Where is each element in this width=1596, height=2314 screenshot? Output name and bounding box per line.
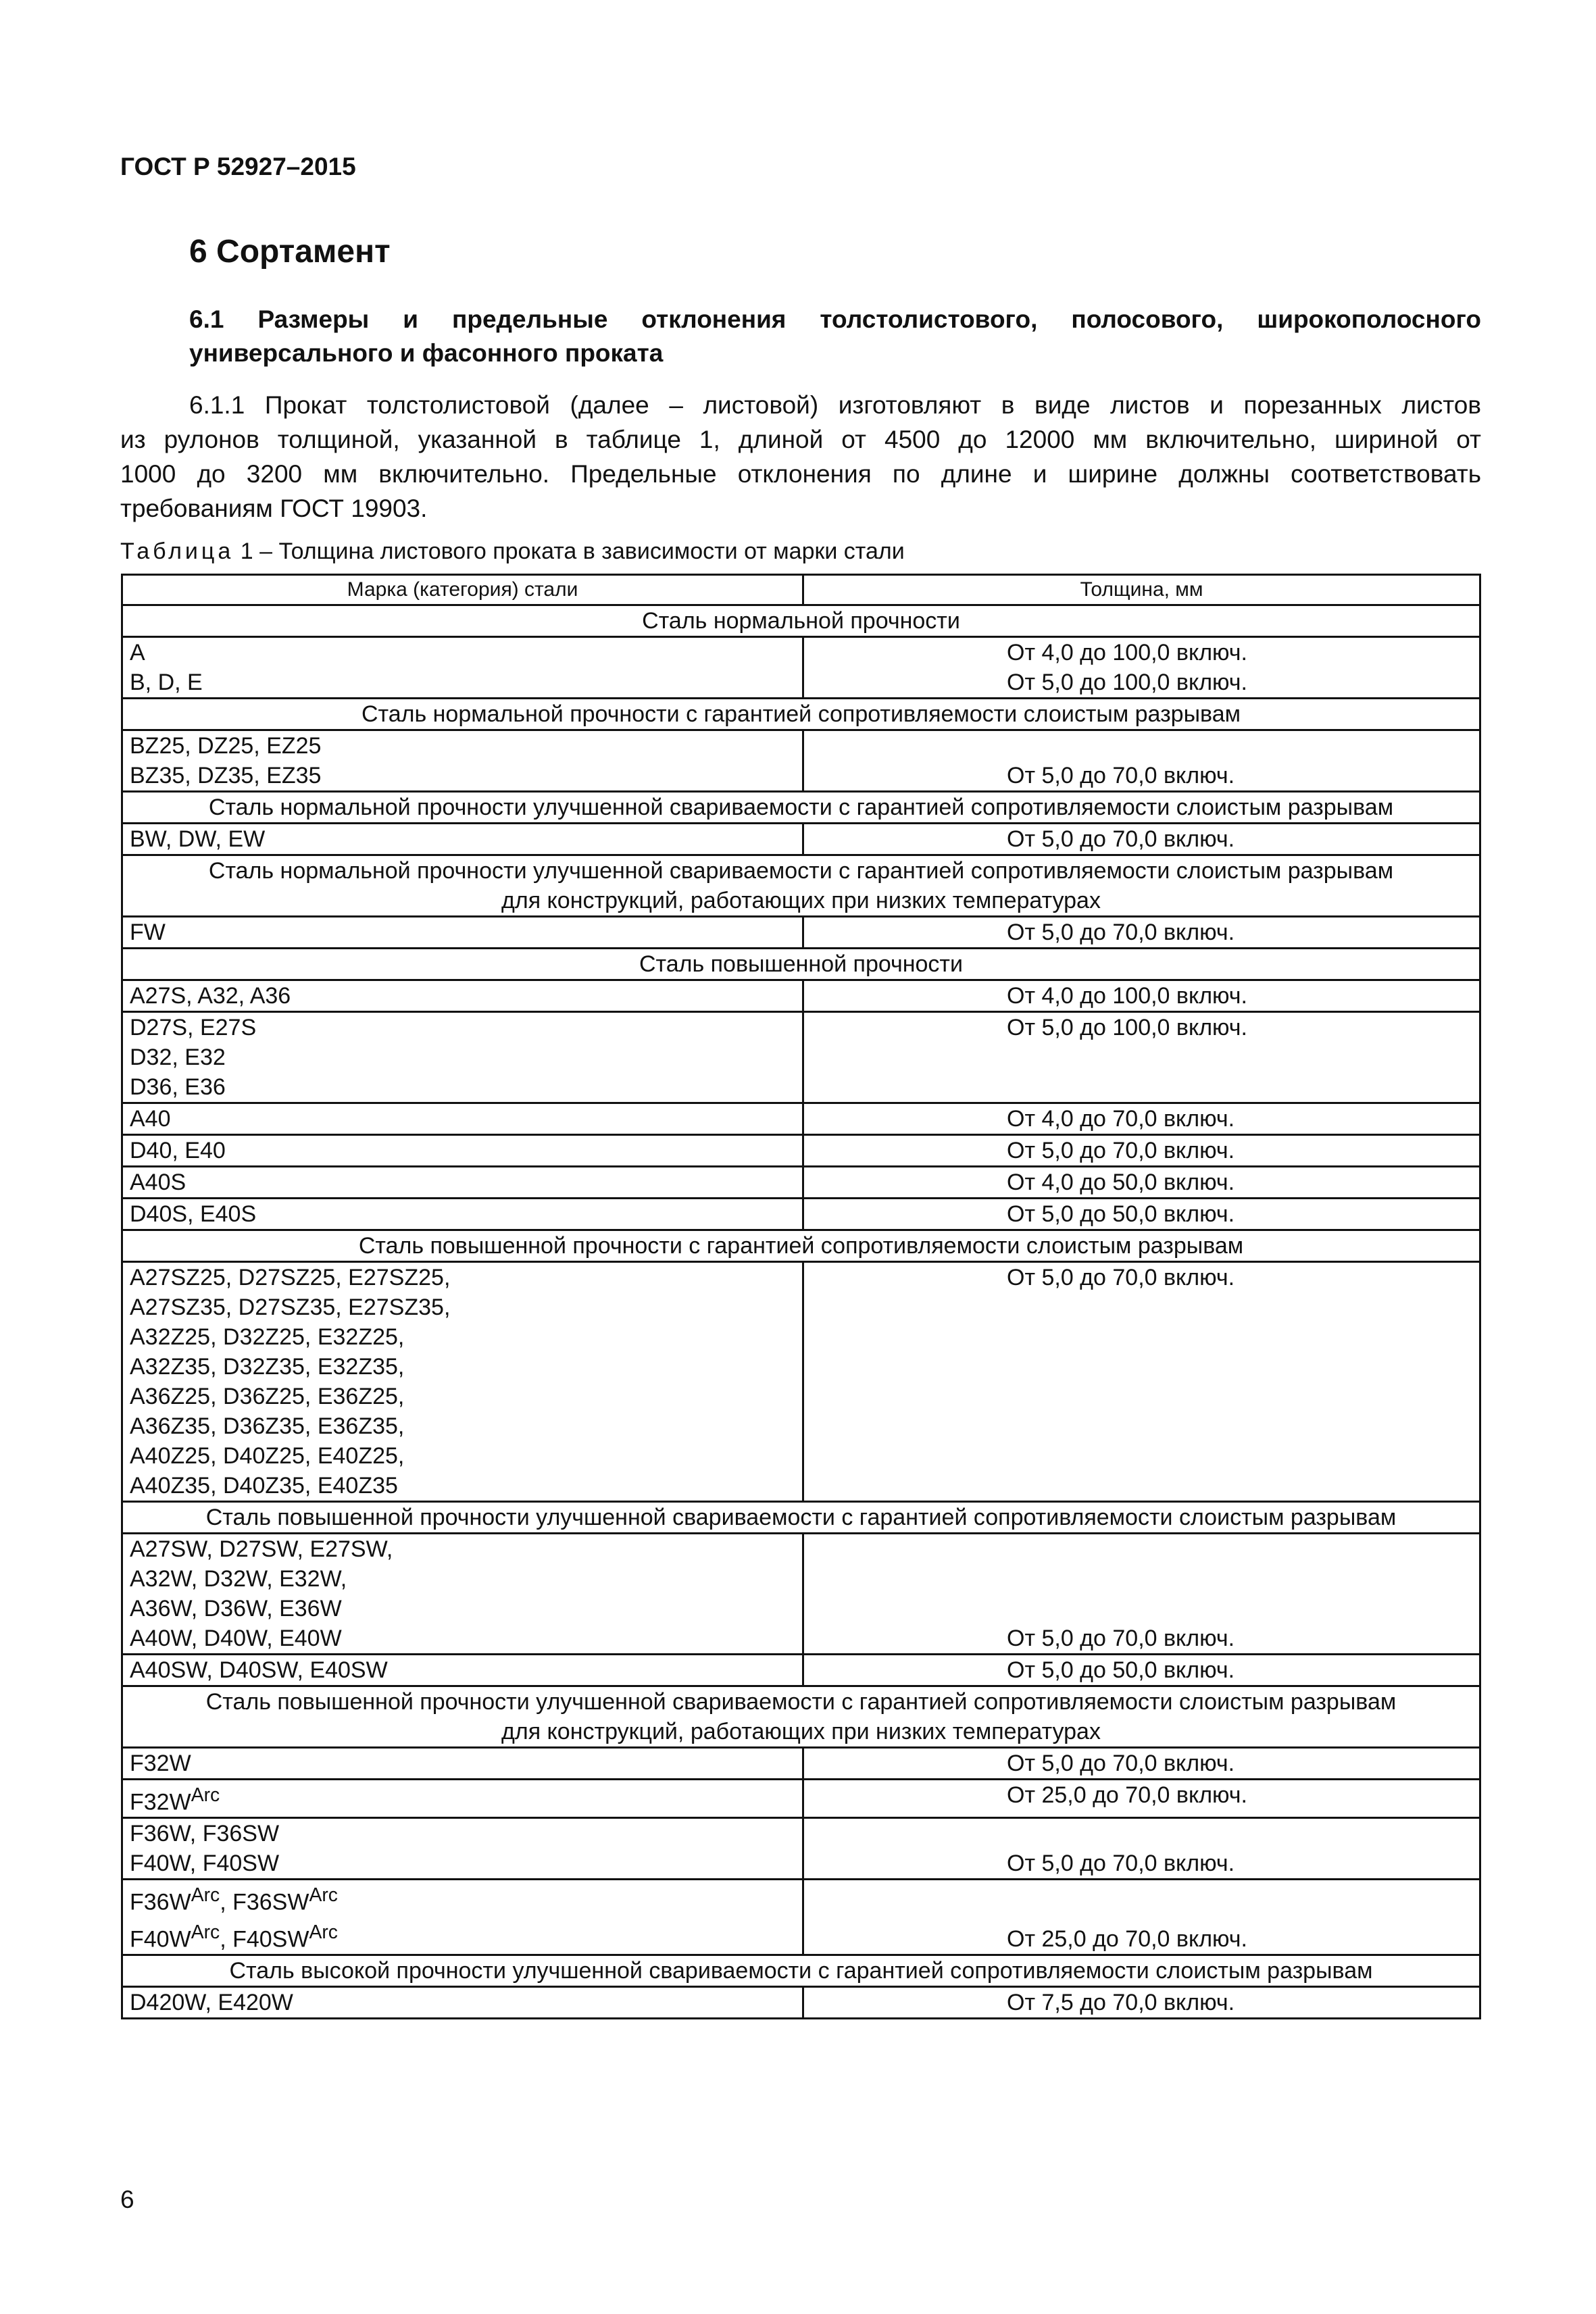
grade-line: BZ35, DZ35, EZ35 [130, 763, 322, 788]
grade-line [130, 1880, 795, 1917]
table-row [122, 1262, 1480, 1502]
grade-text: , F40SW [220, 1926, 309, 1952]
grade-cell: A40SW, D40SW, E40SW [122, 1655, 803, 1686]
group-row [122, 855, 1480, 917]
grade-line: A40Z35, D40Z35, E40Z35 [130, 1473, 398, 1499]
table-row [122, 1534, 1480, 1655]
table-row [122, 1986, 1480, 2018]
paragraph-line: из рулонов толщиной, указанной в таблице 1, длиной от 4500 до 12000 мм включительно, шириной от [120, 426, 1481, 453]
thickness-cell [803, 637, 1480, 699]
thickness-cell: От 5,0 до 50,0 включ. [803, 1199, 1480, 1230]
grade-line: A32W, D32W, E32W, [130, 1566, 347, 1592]
thickness-cell: От 5,0 до 70,0 включ. [803, 1748, 1480, 1780]
group-heading-line: Сталь повышенной прочности улучшенной свариваемости с гарантией сопротивляемости слоистым разрывам [205, 1689, 1397, 1715]
grade-line: A40Z25, D40Z25, E40Z25, [130, 1443, 405, 1469]
grade-text: F40W [130, 1926, 191, 1952]
thickness-cell: От 5,0 до 70,0 включ. [803, 1534, 1480, 1655]
grade-line: D27S, E27S [130, 1015, 257, 1040]
section-title: 6 Сортамент [189, 234, 391, 270]
grade-cell [122, 637, 803, 699]
table-caption-label: Таблица [120, 538, 234, 564]
group-row [122, 1230, 1480, 1262]
group-heading [122, 855, 1480, 917]
page-number: 6 [120, 2186, 134, 2213]
table-header-row [122, 575, 1480, 605]
paragraph-line: требованиям ГОСТ 19903. [120, 495, 428, 522]
thickness-cell: От 4,0 до 100,0 включ. [803, 980, 1480, 1012]
table-row [122, 1012, 1480, 1103]
thickness-cell: От 5,0 до 70,0 включ. [803, 1135, 1480, 1167]
subsection-title [189, 303, 1481, 370]
grade-cell: F32W [122, 1748, 803, 1780]
grade-cell [122, 730, 803, 792]
thickness-cell: От 5,0 до 70,0 включ. [803, 1818, 1480, 1880]
thickness-cell: От 25,0 до 70,0 включ. [803, 1780, 1480, 1818]
table-row [122, 1880, 1480, 1955]
grade-cell: D40, E40 [122, 1135, 803, 1167]
grade-line: B, D, E [130, 670, 203, 695]
arc-superscript: Arc [309, 1921, 338, 1943]
grade-line: A32Z25, D32Z25, E32Z25, [130, 1324, 405, 1350]
thickness-cell: От 5,0 до 70,0 включ. [803, 730, 1480, 792]
arc-superscript: Arc [191, 1784, 220, 1806]
grade-line: A36Z25, D36Z25, E36Z25, [130, 1384, 405, 1409]
grade-line: D36, E36 [130, 1074, 226, 1100]
arc-superscript: Arc [191, 1921, 220, 1943]
paragraph-line: 1000 до 3200 мм включительно. Предельные отклонения по длине и ширине должны соответствовать [120, 460, 1481, 488]
thickness-cell: От 7,5 до 70,0 включ. [803, 1986, 1480, 2018]
group-heading-line: Сталь нормальной прочности улучшенной свариваемости с гарантией сопротивляемости слоистым разрывам [208, 858, 1394, 884]
grade-cell [122, 1534, 803, 1655]
grade-line [130, 1917, 795, 1954]
table-row [122, 824, 1480, 855]
group-row [122, 1955, 1480, 1986]
thickness-cell: От 4,0 до 50,0 включ. [803, 1167, 1480, 1199]
grade-cell: A27S, A32, A36 [122, 980, 803, 1012]
group-heading [122, 1686, 1480, 1748]
paragraph-line: 6.1.1 Прокат толстолистовой (далее – листовой) изготовляют в виде листов и порезанных листов [189, 391, 1481, 419]
table-row [122, 1655, 1480, 1686]
paragraph-6-1-1 [120, 388, 1481, 526]
grade-cell: FW [122, 917, 803, 949]
group-row [122, 1686, 1480, 1748]
table-caption [120, 538, 905, 565]
group-heading: Сталь нормальной прочности улучшенной свариваемости с гарантией сопротивляемости слоистым разрывам [122, 792, 1480, 824]
grade-line: A [130, 640, 145, 665]
thickness-cell: От 5,0 до 70,0 включ. [803, 917, 1480, 949]
grade-cell [122, 1012, 803, 1103]
column-header: Марка (категория) стали [122, 575, 803, 605]
thickness-cell: От 5,0 до 70,0 включ. [803, 1262, 1480, 1502]
grade-cell: BW, DW, EW [122, 824, 803, 855]
grade-line: A40W, D40W, E40W [130, 1626, 342, 1651]
thickness-cell: От 5,0 до 70,0 включ. [803, 824, 1480, 855]
group-heading: Сталь нормальной прочности с гарантией сопротивляемости слоистым разрывам [122, 699, 1480, 730]
table-row [122, 730, 1480, 792]
grade-cell: A40S [122, 1167, 803, 1199]
grade-line: A27SZ25, D27SZ25, E27SZ25, [130, 1265, 451, 1290]
grade-cell: D420W, E420W [122, 1986, 803, 2018]
subsection-title-line: 6.1 Размеры и предельные отклонения толстолистового, полосового, широкополосного [189, 305, 1481, 333]
group-row [122, 1502, 1480, 1534]
thickness-cell: От 5,0 до 100,0 включ. [803, 1012, 1480, 1103]
thickness-cell: От 4,0 до 70,0 включ. [803, 1103, 1480, 1135]
grade-line: BZ25, DZ25, EZ25 [130, 733, 322, 759]
grade-cell [122, 1818, 803, 1880]
steel-thickness-table [121, 574, 1481, 2019]
group-heading: Сталь нормальной прочности [122, 605, 1480, 637]
thickness-line: От 4,0 до 100,0 включ. [1007, 640, 1247, 665]
subsection-title-line: универсального и фасонного проката [189, 339, 664, 367]
table-row [122, 1135, 1480, 1167]
table-row [122, 1103, 1480, 1135]
table-row [122, 1199, 1480, 1230]
group-row [122, 605, 1480, 637]
grade-line: A32Z35, D32Z35, E32Z35, [130, 1354, 405, 1380]
grade-line: A27SZ35, D27SZ35, E27SZ35, [130, 1294, 451, 1320]
grade-text: F36W [130, 1889, 191, 1915]
group-heading: Сталь повышенной прочности с гарантией сопротивляемости слоистым разрывам [122, 1230, 1480, 1262]
thickness-line: От 5,0 до 100,0 включ. [1007, 670, 1247, 695]
table-row [122, 917, 1480, 949]
group-heading: Сталь повышенной прочности улучшенной свариваемости с гарантией сопротивляемости слоистым разрывам [122, 1502, 1480, 1534]
arc-superscript: Arc [191, 1884, 220, 1907]
group-heading-line: для конструкций, работающих при низких температурах [501, 1719, 1101, 1744]
group-row [122, 792, 1480, 824]
table-row [122, 980, 1480, 1012]
group-row [122, 699, 1480, 730]
grade-line: A36W, D36W, E36W [130, 1596, 342, 1621]
group-heading: Сталь высокой прочности улучшенной свариваемости с гарантией сопротивляемости слоистым разрывам [122, 1955, 1480, 1986]
grade-cell [122, 1880, 803, 1955]
table-row [122, 1748, 1480, 1780]
grade-cell [122, 1262, 803, 1502]
thickness-cell: От 5,0 до 50,0 включ. [803, 1655, 1480, 1686]
document-code: ГОСТ Р 52927–2015 [120, 153, 356, 180]
grade-text: F32W [130, 1789, 191, 1815]
group-row [122, 949, 1480, 980]
grade-line: A36Z35, D36Z35, E36Z35, [130, 1413, 405, 1439]
table-row [122, 1167, 1480, 1199]
grade-cell [122, 1780, 803, 1818]
group-heading-line: для конструкций, работающих при низких температурах [501, 888, 1101, 913]
group-heading: Сталь повышенной прочности [122, 949, 1480, 980]
grade-line: A27SW, D27SW, E27SW, [130, 1536, 393, 1562]
table-caption-text: 1 – Толщина листового проката в зависимости от марки стали [234, 538, 905, 564]
table-row [122, 637, 1480, 699]
grade-cell: D40S, E40S [122, 1199, 803, 1230]
grade-line: D32, E32 [130, 1045, 226, 1070]
thickness-cell: От 25,0 до 70,0 включ. [803, 1880, 1480, 1955]
table-row [122, 1780, 1480, 1818]
column-header: Толщина, мм [803, 575, 1480, 605]
grade-line: F40W, F40SW [130, 1851, 280, 1877]
arc-superscript: Arc [309, 1884, 338, 1907]
grade-cell: A40 [122, 1103, 803, 1135]
table-row [122, 1818, 1480, 1880]
grade-line: F36W, F36SW [130, 1821, 280, 1847]
grade-text: , F36SW [220, 1889, 309, 1915]
